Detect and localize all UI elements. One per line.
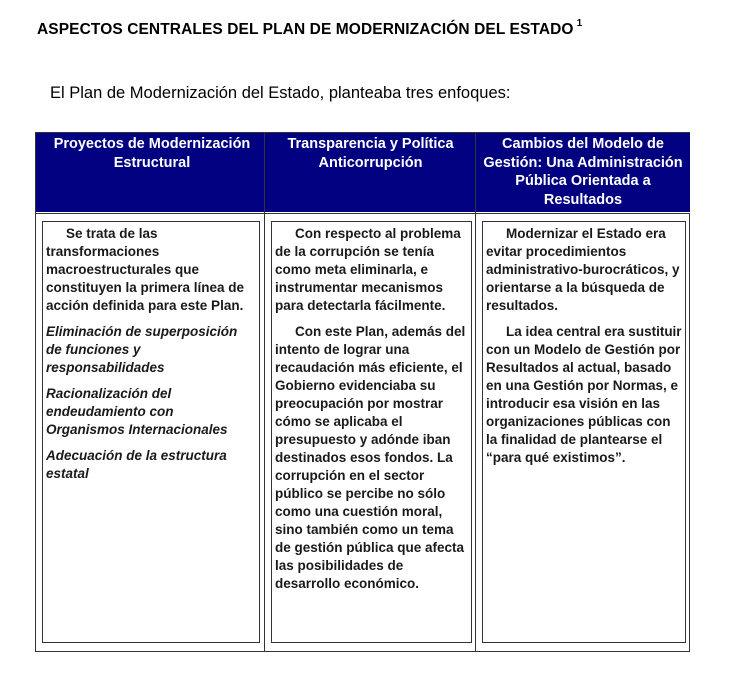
column-body [36, 212, 264, 651]
column-body [476, 212, 690, 651]
cell-content-box [271, 221, 472, 643]
paragraph: Con respecto al problema de la corrupción se tenía como meta eliminarla, e instrumentar mecanismos para detectarla fácilmente. [275, 226, 461, 313]
cell-content-box [482, 221, 686, 643]
cell-content-box [42, 221, 260, 643]
column-header: Cambios del Modelo de Gestión: Una Administración Pública Orientada a Resultados [476, 133, 690, 212]
title-footnote-marker: 1 [576, 18, 583, 29]
column-body [265, 212, 476, 651]
column-header: Transparencia y Política Anticorrupción [265, 133, 476, 212]
approaches-table [35, 132, 690, 652]
intro-text: El Plan de Modernización del Estado, planteaba tres enfoques: [50, 84, 511, 102]
paragraph: Modernizar el Estado era evitar procedimientos administrativo-burocráticos, y orientarse a la búsqueda de resultados. [486, 226, 680, 313]
column-header: Proyectos de Modernización Estructural [36, 133, 264, 212]
list-item: Eliminación de superposición de funciones y responsabilidades [46, 324, 238, 375]
table-column-structural-projects [36, 133, 264, 651]
document-title [37, 20, 582, 39]
paragraph: Se trata de las transformaciones macroestructurales que constituyen la primera línea de acción definida para este Plan. [46, 226, 245, 313]
table-column-management-model [475, 133, 690, 651]
paragraph: Con este Plan, además del intento de lograr una recaudación más eficiente, el Gobierno evidenciaba su preocupación por mostrar cómo se aplicaba el presupuesto y adónde iban destinados esos fondos. La corrupción en el sector público se percibe no sólo como una cuestión moral, sino también como un tema de gestión pública que afecta las posibilidades de desarrollo económico. [275, 324, 466, 591]
list-item: Adecuación de la estructura estatal [46, 448, 227, 481]
paragraph: La idea central era sustituir con un Modelo de Gestión por Resultados al actual, basado en una Gestión por Normas, e introducir esa visión en las organizaciones públicas con la finalidad de plantearse el “para qué existimos”. [486, 324, 682, 465]
list-item: Racionalización del endeudamiento con Organismos Internacionales [46, 386, 228, 437]
document-title-text: ASPECTOS CENTRALES DEL PLAN DE MODERNIZACIÓN DEL ESTADO [37, 21, 574, 39]
table-column-transparency [264, 133, 476, 651]
